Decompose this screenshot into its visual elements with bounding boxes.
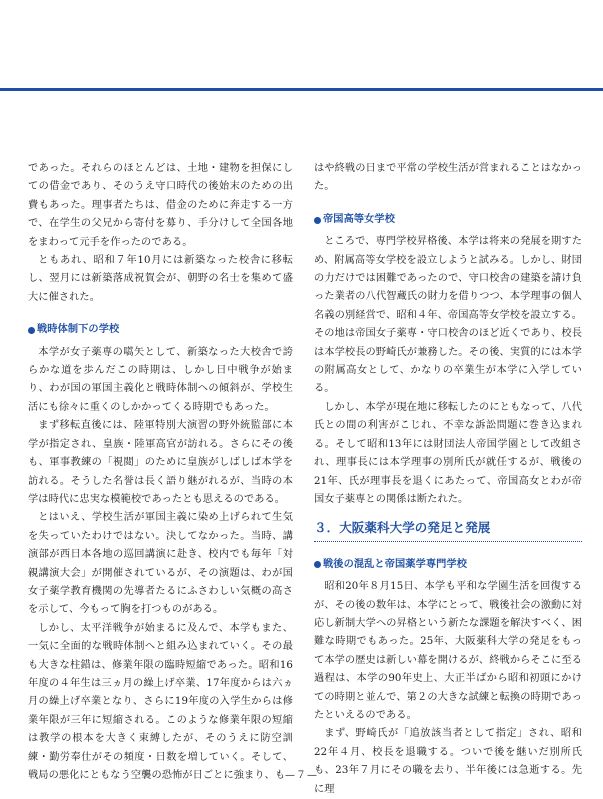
- right-column: [314, 160, 582, 799]
- header-rule: [0, 88, 603, 91]
- paragraph: はや終戦の日まで平常の学校生活が営まれることはなかった。: [314, 163, 582, 193]
- paragraph: しかし、太平洋戦争が始まるに及んで、本学もまた、一気に全面的な戦時体制へと組み込まれていく。その最も大きな柱錯は、修業年限の臨時短縮であった。昭和16年度の４年生は三ヵ月の繰上げ卒業、17年度からは六ヵ月の繰上げ卒業となり、さらに19年度の入学生からは修業年限が三年に短縮される。このような修業年限の短縮は教学の根本を大きく束縛したが、そのうえに防空訓練・勤労奉仕がその頻度・日数を増していく。そして、戦局の悪化にともなう空襲の恐怖が日ごとに強まり、も: [28, 622, 293, 781]
- left-column: [28, 160, 293, 785]
- paragraph: 昭和20年８月15日、本学も平和な学園生活を回復するが、その後の数年は、本学にとって、戦後社会の激動に対応し新制大学への昇格という新たな課題を解決すべく、困難な時期でもあった。25年、大阪薬科大学の発足をもって本学の歴史は新しい幕を開けるが、終戦からそこに至る過程は、本学の90年史上、大正半ばから昭和初頭にかけての時期と並んで、第２の大きな試練と転換の時期であったといえるのである。: [314, 581, 582, 721]
- paragraph: ともあれ、昭和７年10月には新築なった校舎に移転し、翌月には新築落成祝賀会が、朝野の名士を集めて盛大に催された。: [28, 255, 293, 303]
- bullet-icon: [28, 327, 35, 334]
- bullet-icon: [314, 561, 321, 568]
- paragraph: しかし、本学が現在地に移転したのにともなって、八代氏との間の利害がこじれ、不幸な訴訟問題に巻き込まれる。そして昭和13年には財団法人帝国学園として改組され、理事長には本学理事の別所氏が就任するが、戦後の21年、氏が理事長を退くにあたって、帝国高女とわが帝国女子薬専との関係は断たれた。: [314, 401, 582, 505]
- subheading-text: 帝国高等女学校: [323, 213, 396, 225]
- subheading-wartime: [28, 321, 293, 339]
- subheading-text: 戦時体制下の学校: [37, 324, 120, 336]
- bullet-icon: [314, 217, 321, 224]
- paragraph: まず、野崎氏が「追放該当者として指定」され、昭和22年４月、校長を退職する。ついで後を継いだ別所氏も、23年７月にその職を去り、半年後には急逝する。先に理: [314, 728, 582, 795]
- paragraph: であった。それらのほとんどは、土地・建物を担保にしての借金であり、そのうえ守口時代の後始末のための出費もあった。理事者たちは、借金のために奔走する一方で、在学生の父兄から寄付を募り、手分けして全国各地をまわって元手を作ったのである。: [28, 163, 293, 248]
- subheading-girls-school: [314, 211, 582, 229]
- paragraph: まず移転直後には、陸軍特別大演習の野外統監部に本学が指定され、皇族・陸軍高官が訪れる。さらにその後も、軍事教練の「視閲」のために皇族がしばしば本学を訪れる。そうした名誉は長く語り継がれるが、当時の本学は時代に忠実な模範校であったとも思えるのである。: [28, 420, 293, 505]
- paragraph: とはいえ、学校生活が軍国主義に染め上げられて生気を失っていたわけではない。決してなかった。当時、講演部が西日本各地の巡回講演に赴き、校内でも毎年「対親講演大会」が開催されているが、その演題は、わが国女子薬学教育機関の先導者たるにふさわしい気概の高さを示して、今もって胸を打つものがある。: [28, 512, 293, 616]
- paragraph: 本学が女子薬専の嚆矢として、新築なった大校舎で誇らかな道を歩んだこの時期は、しかし日中戦争が始まり、わが国の軍国主義化と戦時体制への傾斜が、学校生活にも徐々に重くのしかかってくる時期でもあった。: [28, 346, 293, 413]
- paragraph: ところで、専門学校昇格後、本学は将来の発展を期すため、附属高等女学校を設立しようと試みる。しかし、財団の力だけでは困難であったので、守口校舎の建築を請け負った業者の八代智蔵氏の財力を借りつつ、本学理事の個人名義の別経営で、昭和４年、帝国高等女学校を設立する。その地は帝国女子薬専・守口校舎のほど近くであり、校長は本学校長の野崎氏が兼務した。その後、実質的には本学の附属高女として、かなりの卒業生が本学に入学している。: [314, 236, 582, 395]
- page-number: —７—: [285, 770, 318, 781]
- subheading-text: 戦後の混乱と帝国薬学専門学校: [323, 558, 468, 570]
- subheading-postwar: [314, 556, 582, 574]
- section-title: ３．大阪薬科大学の発足と発展: [314, 519, 582, 541]
